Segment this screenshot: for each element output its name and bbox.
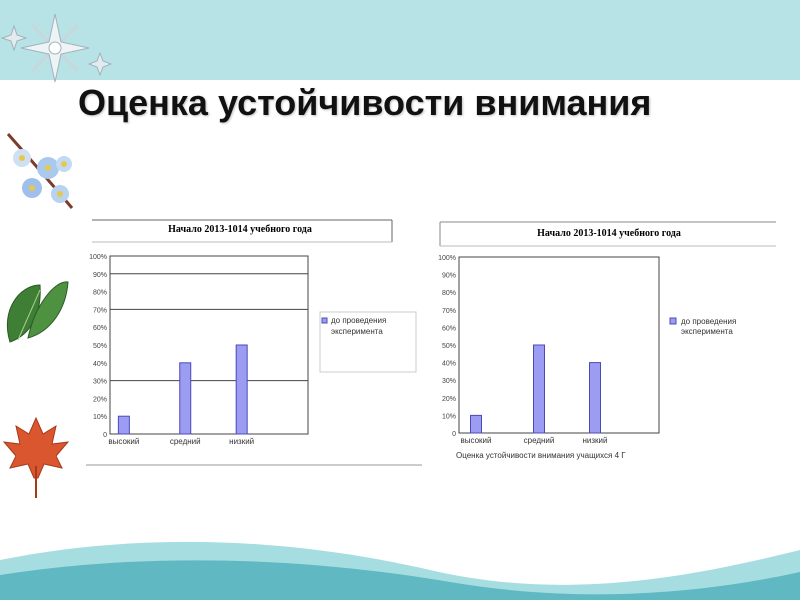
chart-1-y-tick-label: 40% <box>92 360 107 368</box>
chart-2-bar <box>471 415 482 433</box>
chart-2 <box>438 222 776 460</box>
chart-2-xlabel: Оценка устойчивости внимания учащихся 4 Г <box>456 451 626 460</box>
chart-2-bar <box>590 363 601 433</box>
chart-2-y-tick-label: 70% <box>441 307 456 315</box>
chart-2-legend-swatch <box>670 318 676 324</box>
chart-1-title: Начало 2013-1014 учебного года <box>168 224 312 235</box>
chart-2-y-tick-label: 50% <box>441 343 456 350</box>
chart-2-y-tick-label: 80% <box>441 290 456 298</box>
chart-2-x-tick-label: средний <box>523 436 555 445</box>
chart-1-y-tick-label: 0 <box>103 432 107 439</box>
chart-2-title: Начало 2013-1014 учебного года <box>537 228 681 239</box>
chart-1-y-tick-label: 60% <box>92 325 107 333</box>
chart-1-y-tick-label: 20% <box>92 396 107 404</box>
chart-1-y-tick-label: 10% <box>92 414 107 422</box>
chart-1-y-tick-label: 100% <box>89 254 107 261</box>
chart-1-y-tick-label: 90% <box>92 271 107 279</box>
chart-1-bar <box>180 363 191 434</box>
chart-2-plot-area <box>459 257 659 433</box>
chart-1-bar <box>118 416 129 434</box>
chart-1-y-tick-label: 80% <box>92 289 107 297</box>
chart-2-y-tick-label: 20% <box>441 395 456 403</box>
chart-1-x-tick-label: высокий <box>108 437 140 446</box>
chart-2-y-tick-label: 0 <box>452 431 456 438</box>
chart-1-legend-swatch <box>322 318 327 323</box>
bottom-wave <box>0 520 800 600</box>
chart-1-x-tick-label: средний <box>169 437 201 446</box>
chart-1-bar <box>236 345 247 434</box>
chart-2-x-tick-label: высокий <box>460 436 492 445</box>
chart-1-y-tick-label: 70% <box>92 307 107 315</box>
chart-1-plot-area <box>110 256 308 434</box>
chart-1-y-tick-label: 30% <box>92 378 107 386</box>
chart-2-x-tick-label: низкий <box>582 436 608 445</box>
chart-2-legend-text: до проведения эксперимента <box>681 317 737 336</box>
slide-title: Оценка устойчивости внимания <box>78 82 652 123</box>
chart-2-y-tick-label: 10% <box>441 413 456 421</box>
chart-1 <box>86 220 422 465</box>
chart-2-bar <box>534 345 545 433</box>
chart-2-y-tick-label: 60% <box>441 325 456 333</box>
chart-1-x-tick-label: низкий <box>229 437 255 446</box>
chart-1-y-tick-label: 50% <box>92 343 107 350</box>
chart-2-y-tick-label: 100% <box>438 255 456 262</box>
chart-2-y-tick-label: 90% <box>441 272 456 280</box>
chart-2-y-tick-label: 40% <box>441 360 456 368</box>
chart-1-legend-text: до проведения эксперимента <box>331 316 387 336</box>
chart-2-y-tick-label: 30% <box>441 378 456 386</box>
